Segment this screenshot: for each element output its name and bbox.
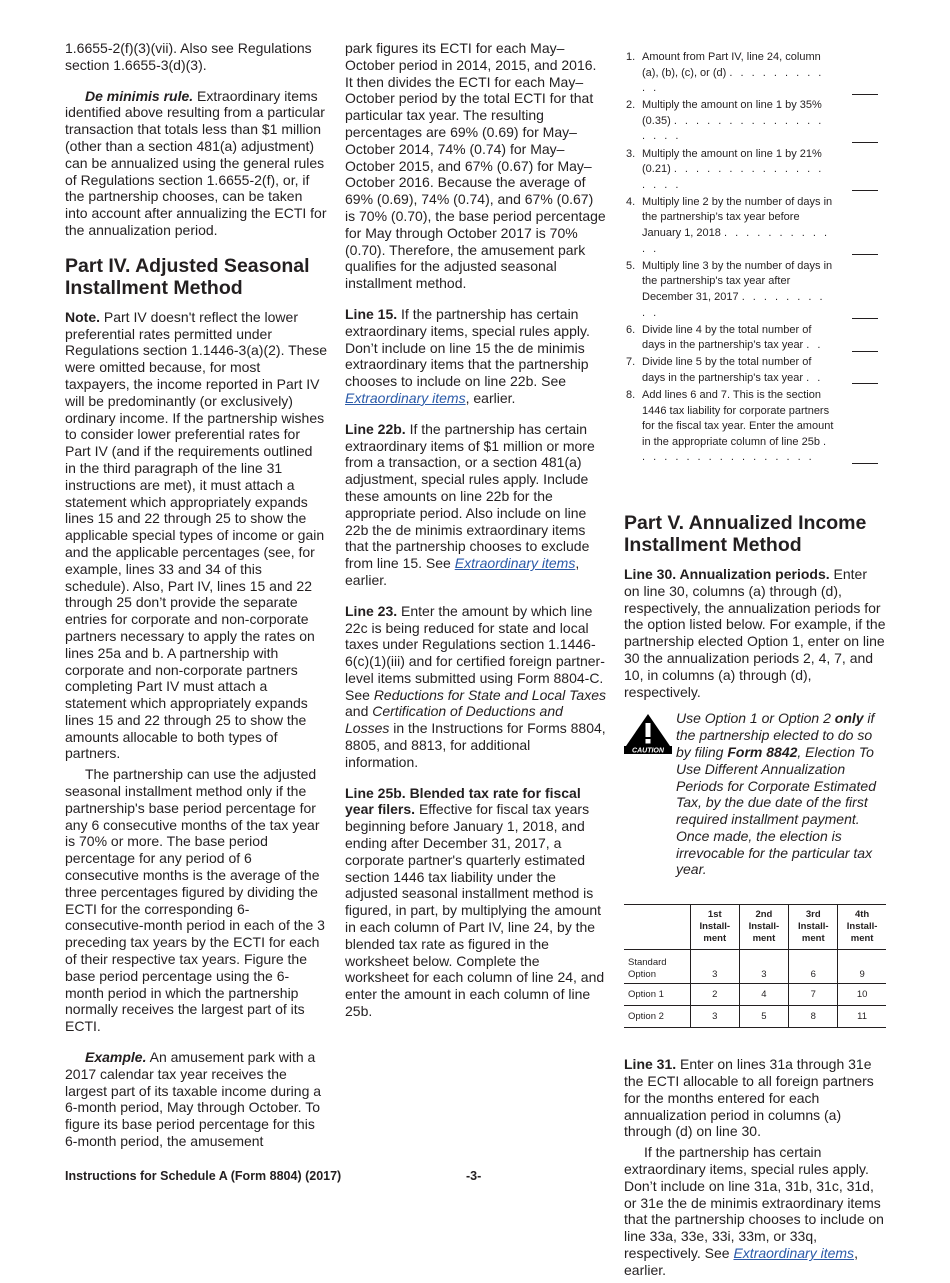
blended-rate-worksheet [624, 50, 886, 466]
table-cell: 2 [691, 984, 740, 1006]
table-row [624, 950, 886, 984]
example-text: An amusement park with a 2017 calendar tax year receives the largest part of its taxable income during a 6-month period, May through October. To figure its base period percentage for this 6-month period, the amusement [65, 1049, 322, 1150]
worksheet-entry-blank[interactable] [852, 383, 878, 384]
worksheet-line-3 [624, 147, 886, 194]
paragraph-regulations: 1.6655-2(f)(3)(vii). Also see Regulations section 1.6655-3(d)(3). [65, 40, 312, 73]
part-v-heading: Part V. Annualized Income Installment Method [624, 511, 867, 556]
worksheet-line-number: 8. [626, 388, 636, 401]
worksheet-line-2 [624, 98, 886, 145]
line-15-text: If the partnership has certain extraordinary items, special rules apply. Don’t include on line 15 the de minimis extraordinary items that the partnership chooses to include on line 22b. See [345, 305, 590, 390]
worksheet-line-1 [624, 50, 886, 97]
paragraph-line-23 [345, 603, 607, 771]
line-31-extra-text: If the partnership has certain extraordinary items, special rules apply. Don’t include on line 31a, 31b, 31c, 31d, or 31e the de minimis extraordinary items that the partnership chooses to include on line 33a, 33e, 33i, 33m, or 33q, respectively. See [624, 1144, 884, 1262]
table-row [624, 1006, 886, 1028]
line-22b-text: If the partnership has certain extraordinary items of $1 million or more from a transaction, or a section 481(a) adjustment, special rules apply. Include these amounts on line 22b for the appropriate period. Also include on line 22b the de minimis extraordinary items that the partnership chooses to exclude from line 15. See [345, 420, 595, 572]
table-cell: 10 [838, 984, 886, 1006]
note-label: Note. [65, 308, 100, 325]
paragraph-de-minimis [65, 88, 327, 239]
worksheet-leader-dots: . . [806, 339, 823, 352]
caution-text-e: , Election To Use Different Annualization Periods for Corporate Estimated Tax, by the due date of the first required installment payment. Once made, the election is irrevocable for the particular tax year. [676, 743, 876, 878]
extraordinary-items-link[interactable]: Extraordinary items [345, 389, 466, 406]
worksheet-line-number: 6. [626, 323, 636, 336]
annualization-options-table [624, 904, 886, 1028]
line-15-end: , earlier. [465, 389, 516, 406]
paragraph-note [65, 309, 327, 763]
paragraph-example-continued: park figures its ECTI for each May–October period in 2014, 2015, and 2016. It then divides the ECTI for each May–October period by the total ECTI for that particular tax year. The resulting percentages are 69% (0.69) for May–October 2014, 74% (0.74) for May–October 2015, and 67% (0.67) for May–October 2016. Because the average of 69% (0.69), 74% (0.74), and 67% (0.67) is 70% (0.70), the base period percentage for May through October 2017 is 70% (0.70). Therefore, the amusement park qualifies for the adjusted seasonal installment method. [345, 40, 606, 292]
line-25b-heading: Line 25b. Blended tax rate for fiscal year filers. [345, 784, 581, 818]
table-header-4th: 4th Install-ment [838, 905, 886, 950]
part-iv-heading: Part IV. Adjusted Seasonal Installment Method [65, 254, 310, 299]
paragraph-example [65, 1049, 327, 1150]
table-header-2nd: 2nd Install-ment [739, 905, 789, 950]
line-22b-heading: Line 22b. [345, 420, 406, 437]
table-cell: 7 [789, 984, 838, 1006]
worksheet-leader-dots: . . . . . . . . . . . . . . . . . . [642, 163, 824, 191]
column-right [624, 50, 886, 1283]
paragraph-line-31 [624, 1056, 886, 1140]
extraordinary-items-link[interactable]: Extraordinary items [733, 1245, 855, 1262]
row-label: Option 1 [624, 984, 691, 1006]
row-label: Standard Option [624, 950, 691, 984]
row-label: Option 2 [624, 1006, 691, 1028]
table-header-blank [624, 905, 691, 950]
worksheet-entry-blank[interactable] [852, 254, 878, 255]
worksheet-line-text: Divide line 5 by the total number of days in the partnership's tax year [642, 356, 812, 384]
table-cell: 9 [838, 950, 886, 984]
worksheet-entry-blank[interactable] [852, 351, 878, 352]
worksheet-line-text: Multiply the amount on line 1 by 21% (0.21) [642, 147, 822, 176]
worksheet-line-number: 2. [626, 99, 636, 112]
table-cell: 3 [691, 1006, 740, 1028]
column-middle [345, 40, 607, 1024]
caution-text-a: Use Option 1 or Option 2 [676, 710, 835, 727]
reductions-title: Reductions for State and Local Taxes [373, 686, 606, 703]
worksheet-leader-dots: . . . . . . . . . . . [642, 66, 824, 95]
worksheet-line-number: 4. [626, 195, 636, 208]
line-25b-text: Effective for fiscal tax years beginning before January 1, 2018, and ending after December 31, 2017, a corporate partner's quarterly estimated section 1446 tax liability under the adjusted seasonal installment method is figured, in part, by multiplying the amount in each column of Part IV, line 24, by the blended tax rate as figured in the worksheet below. Complete the worksheet for each column of line 24, and enter the amount in each column of line 25b. [345, 801, 605, 1020]
line-30-text: Enter on line 30, columns (a) through (d), respectively, the annualization periods for the option listed below. For example, if the partnership elected Option 1, enter on line 30 the annualization periods 2, 4, 7, and 10, in columns (a) through (d), respectively. [624, 565, 886, 700]
paragraph-line-25b [345, 785, 607, 1020]
worksheet-leader-dots: . . [806, 371, 823, 384]
line-30-heading: Line 30. Annualization periods. [624, 565, 830, 582]
worksheet-line-text: Divide line 4 by the total number of days in the partnership’s tax year [642, 323, 812, 352]
worksheet-entry-blank[interactable] [852, 463, 878, 464]
line-31-heading: Line 31. [624, 1056, 677, 1073]
worksheet-line-6 [624, 323, 886, 354]
worksheet-line-number: 1. [626, 51, 636, 63]
de-minimis-heading: De minimis rule. [85, 87, 194, 104]
worksheet-line-5 [624, 259, 886, 321]
worksheet-line-text: Add lines 6 and 7. This is the section 1446 tax liability for corporate partners for the fiscal tax year. Enter the amount in the appropriate column of line 25b [642, 388, 834, 448]
de-minimis-text: Extraordinary items identified above resulting from a particular transaction that totals less than $1 million (other than a section 481(a) adjustment) can be annualized using the general rules of Regulations section 1.6655-2(f), or, if the partnership chooses, can be taken into account after annualizing the ECTI for the annualization period. [65, 87, 327, 238]
worksheet-leader-dots: . . . . . . . . . . . . . . . . . [642, 435, 829, 464]
caution-text-c: if the partnership elected to do so by filing [676, 710, 875, 760]
extraordinary-items-link[interactable]: Extraordinary items [454, 555, 576, 572]
table-header-1st: 1st Install-ment [691, 905, 740, 950]
worksheet-line-text: Amount from Part IV, line 24, column (a), (b), (c), or (d) [642, 51, 821, 79]
certification-title: Certification of Deductions and Losses [345, 703, 563, 737]
worksheet-line-7 [624, 355, 886, 386]
worksheet-leader-dots: . . . . . . . . . . . . [642, 227, 830, 255]
table-cell: 11 [838, 1006, 886, 1028]
table-cell: 6 [789, 950, 838, 984]
line-31-extra-end: , earlier. [624, 1245, 858, 1278]
worksheet-line-4 [624, 195, 886, 257]
table-header-3rd: 3rd Install-ment [789, 905, 838, 950]
table-cell: 4 [739, 984, 789, 1006]
caution-text-only: only [834, 710, 864, 727]
line-23-text: Enter the amount by which line 22c is being reduced for state and local taxes under Regulations section 1.1446-6(c)(1)(iii) and for certified foreign partner-level items submitted using Form 8804-C. See [345, 602, 605, 703]
worksheet-line-text: Multiply line 3 by the number of days in the partnership's tax year after December 31, 2017 [642, 259, 833, 303]
caution-note [624, 710, 886, 878]
worksheet-entry-blank[interactable] [852, 318, 878, 319]
table-cell: 3 [691, 950, 740, 984]
footer-title: Instructions for Schedule A (Form 8804) (2017) [65, 1169, 342, 1183]
paragraph-line-15 [345, 306, 607, 407]
worksheet-leader-dots: . . . . . . . . . . . . . . . . . . [642, 114, 824, 143]
example-heading: Example. [85, 1049, 147, 1066]
caution-label: CAUTION [632, 747, 664, 755]
worksheet-entry-blank[interactable] [852, 142, 878, 143]
table-header-row [624, 905, 886, 950]
column-left [65, 40, 327, 1154]
worksheet-entry-blank[interactable] [852, 190, 878, 191]
line-23-end: in the Instructions for Forms 8804, 8805, and 8813, for additional information. [345, 720, 606, 770]
worksheet-line-8 [624, 388, 886, 466]
worksheet-leader-dots: . . . . . . . . . . [642, 290, 826, 319]
page-number: -3- [466, 1169, 482, 1183]
worksheet-line-number: 5. [626, 259, 636, 272]
worksheet-line-number: 7. [626, 356, 636, 369]
worksheet-line-text: Multiply the amount on line 1 by 35% (0.35) [642, 99, 822, 127]
worksheet-entry-blank[interactable] [852, 94, 878, 95]
note-text: Part IV doesn't reflect the lower preferential rates permitted under Regulations section 1.1446-3(a)(2). These were omitted because, for most taxpayers, the income reported in Part IV will be predominantly (or exclusively) ordinary income. If the partnership wishes to consider lower preferential rates for Part IV (and if the requirements outlined in the third paragraph of the line 31 instructions are met), it must attach a statement which appropriately expands lines 15 and 22 through 25 to show the applicable special types of income or gain and the applicable percentages (see, for example, lines 33 and 34 of this schedule). Also, Part IV, lines 15 and 22 through 25 don’t provide the separate entries for corporate and non-corporate partners necessary to apply the rates on lines 25a and b. A partnership with corporate and non-corporate partners completing Part IV must attach a statement which appropriately expands lines 15 and 22 through 25 to show the amounts allocable to both types of partners. [65, 308, 328, 762]
table-cell: 8 [789, 1006, 838, 1028]
table-cell: 5 [739, 1006, 789, 1028]
line-22b-end: , earlier. [345, 555, 580, 588]
paragraph-line-31-extraordinary [624, 1144, 886, 1278]
worksheet-line-text: Multiply line 2 by the number of days in the partnership’s tax year before January 1, 2018 [642, 195, 833, 240]
line-23-and: and [345, 703, 373, 720]
paragraph-base-period: The partnership can use the adjusted seasonal installment method only if the partnership's base period percentage for any 6 consecutive months of the tax year is 70% or more. The base period percentage for any period of 6 consecutive months is the average of the three percentages figured by dividing the ECTI for the corresponding 6-consecutive-month period in each of the 3 preceding tax years by the ECTI for each of their respective tax years. Figure the base period percentage using the 6-month period in which the partnership normally receives the largest part of its ECTI. [65, 766, 325, 1035]
table-cell: 3 [739, 950, 789, 984]
line-31-text: Enter on lines 31a through 31e the ECTI allocable to all foreign partners for the months entered for each annualization period in columns (a) through (d) on line 30. [624, 1056, 874, 1140]
caution-icon [624, 712, 672, 754]
line-15-heading: Line 15. [345, 305, 398, 322]
caution-form-8842: Form 8842 [727, 743, 798, 760]
line-23-heading: Line 23. [345, 602, 398, 619]
table-row [624, 984, 886, 1006]
paragraph-line-30 [624, 566, 886, 700]
paragraph-line-22b [345, 421, 607, 589]
worksheet-line-number: 3. [626, 147, 636, 160]
